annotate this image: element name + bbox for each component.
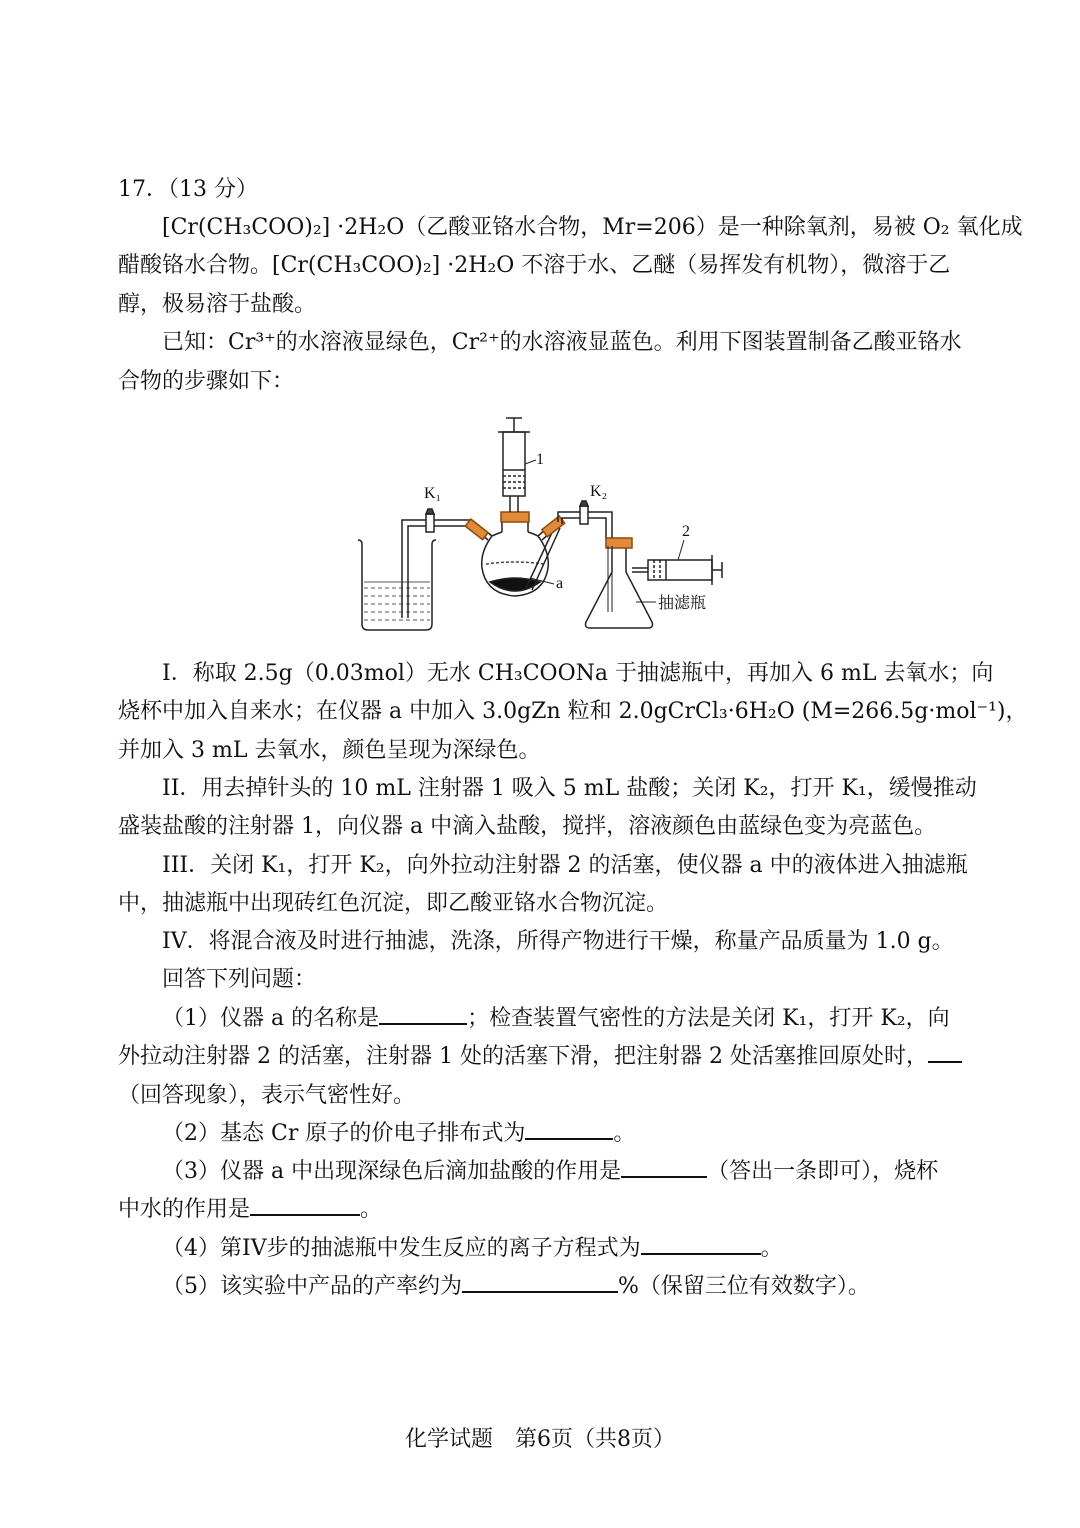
q2-text-b: 。	[613, 1121, 636, 1146]
intro-line-1: [Cr(CH₃COO)₂] ·2H₂O（乙酸亚铬水合物，Mr=206）是一种除氧剂，易被 O₂ 氧化成	[162, 215, 1023, 240]
valve-k1	[426, 509, 434, 532]
label-a: a	[556, 575, 564, 592]
label-syringe-2: 2	[682, 523, 690, 540]
q1-text-a: （1）仪器 a 的名称是	[162, 1006, 380, 1031]
q5-line	[162, 1269, 870, 1300]
label-k1: K₁	[424, 485, 442, 502]
q2-line	[162, 1116, 635, 1147]
beaker	[358, 540, 436, 630]
q4-text-b: 。	[760, 1236, 783, 1261]
q2-blank[interactable]	[525, 1118, 613, 1140]
beaker-water	[364, 582, 430, 620]
stopper-center	[501, 512, 529, 522]
q3-text-d: 。	[360, 1197, 383, 1222]
filter-flask	[586, 538, 653, 628]
label-syringe-1: 1	[536, 451, 544, 468]
step-1-line-1: I．称取 2.5g（0.03mol）无水 CH₃COONa 于抽滤瓶中，再加入 6 mL 去氧水；向	[162, 661, 994, 686]
q4-blank[interactable]	[641, 1233, 761, 1255]
intro-line-3: 醇，极易溶于盐酸。	[118, 292, 317, 317]
q5-text-b: %（保留三位有效数字）。	[618, 1274, 870, 1299]
step-2-line-2: 盛装盐酸的注射器 1，向仪器 a 中滴入盐酸，搅拌，溶液颜色由蓝绿色变为亮蓝色。	[118, 814, 937, 839]
syringe-1	[498, 418, 530, 512]
apparatus-diagram	[340, 412, 740, 634]
step-1-line-2: 烧杯中加入自来水；在仪器 a 中加入 3.0gZn 粒和 2.0gCrCl₃·6H₂O (M=266.5g·mol⁻¹)，	[118, 699, 1028, 724]
leader-2	[678, 540, 684, 560]
q1-line-3: （回答现象），表示气密性好。	[118, 1083, 416, 1108]
label-k2: K₂	[590, 483, 608, 500]
leader-1	[525, 460, 536, 464]
q3-line-2	[118, 1192, 382, 1223]
q1-text-b: ；检查装置气密性的方法是关闭 K₁，打开 K₂，向	[467, 1006, 950, 1031]
q5-blank[interactable]	[462, 1271, 618, 1293]
step-2-line-1: II．用去掉针头的 10 mL 注射器 1 吸入 5 mL 盐酸；关闭 K₂，打开 K₁，缓慢推动	[162, 776, 977, 801]
q1-line-2	[118, 1039, 962, 1070]
q2-text-a: （2）基态 Cr 原子的价电子排布式为	[162, 1121, 526, 1146]
q5-text-a: （5）该实验中产品的产率约为	[162, 1274, 462, 1299]
q3-line-1	[162, 1154, 938, 1185]
question-header: 17．（13 分）	[118, 177, 258, 202]
q3-text-b: （答出一条即可），烧杯	[707, 1159, 939, 1184]
label-filter-flask: 抽滤瓶	[658, 595, 707, 612]
step-3-line-1: III．关闭 K₁，打开 K₂，向外拉动注射器 2 的活塞，使仪器 a 中的液体进入抽滤瓶	[162, 853, 968, 878]
q1-blank-1[interactable]	[379, 1003, 467, 1025]
stopper-left	[465, 519, 488, 540]
q1-text-c: 外拉动注射器 2 的活塞，注射器 1 处的活塞下滑，把注射器 2 处活塞推回原处时，	[118, 1044, 928, 1069]
q3-blank-2[interactable]	[250, 1194, 360, 1216]
intro-line-2: 醋酸铬水合物。[Cr(CH₃COO)₂] ·2H₂O 不溶于水、乙醚（易挥发有机物），微溶于乙	[118, 253, 951, 278]
answer-prompt: 回答下列问题：	[162, 967, 317, 992]
tube-left	[402, 520, 472, 618]
syringe-2	[632, 555, 722, 585]
q1-line-1	[162, 1001, 950, 1032]
q4-text-a: （4）第IV步的抽滤瓶中发生反应的离子方程式为	[162, 1236, 641, 1261]
q3-text-c: 中水的作用是	[118, 1197, 251, 1222]
three-neck-flask	[482, 520, 549, 596]
page-footer: 化学试题 第6页（共8页）	[405, 1427, 675, 1452]
step-4-line-1: IV．将混合液及时进行抽滤，洗涤，所得产物进行干燥，称量产品质量为 1.0 g。	[162, 929, 954, 954]
valve-k2	[580, 501, 588, 524]
step-3-line-2: 中，抽滤瓶中出现砖红色沉淀，即乙酸亚铬水合物沉淀。	[118, 891, 669, 916]
step-1-line-3: 并加入 3 mL 去氧水，颜色呈现为深绿色。	[118, 738, 541, 763]
q4-line	[162, 1231, 783, 1262]
q3-blank-1[interactable]	[621, 1156, 707, 1178]
intro-line-5: 合物的步骤如下：	[118, 369, 295, 394]
intro-line-4: 已知：Cr³⁺的水溶液显绿色，Cr²⁺的水溶液显蓝色。利用下图装置制备乙酸亚铬水	[162, 330, 962, 355]
q3-text-a: （3）仪器 a 中出现深绿色后滴加盐酸的作用是	[162, 1159, 622, 1184]
q1-blank-2[interactable]	[928, 1041, 962, 1063]
